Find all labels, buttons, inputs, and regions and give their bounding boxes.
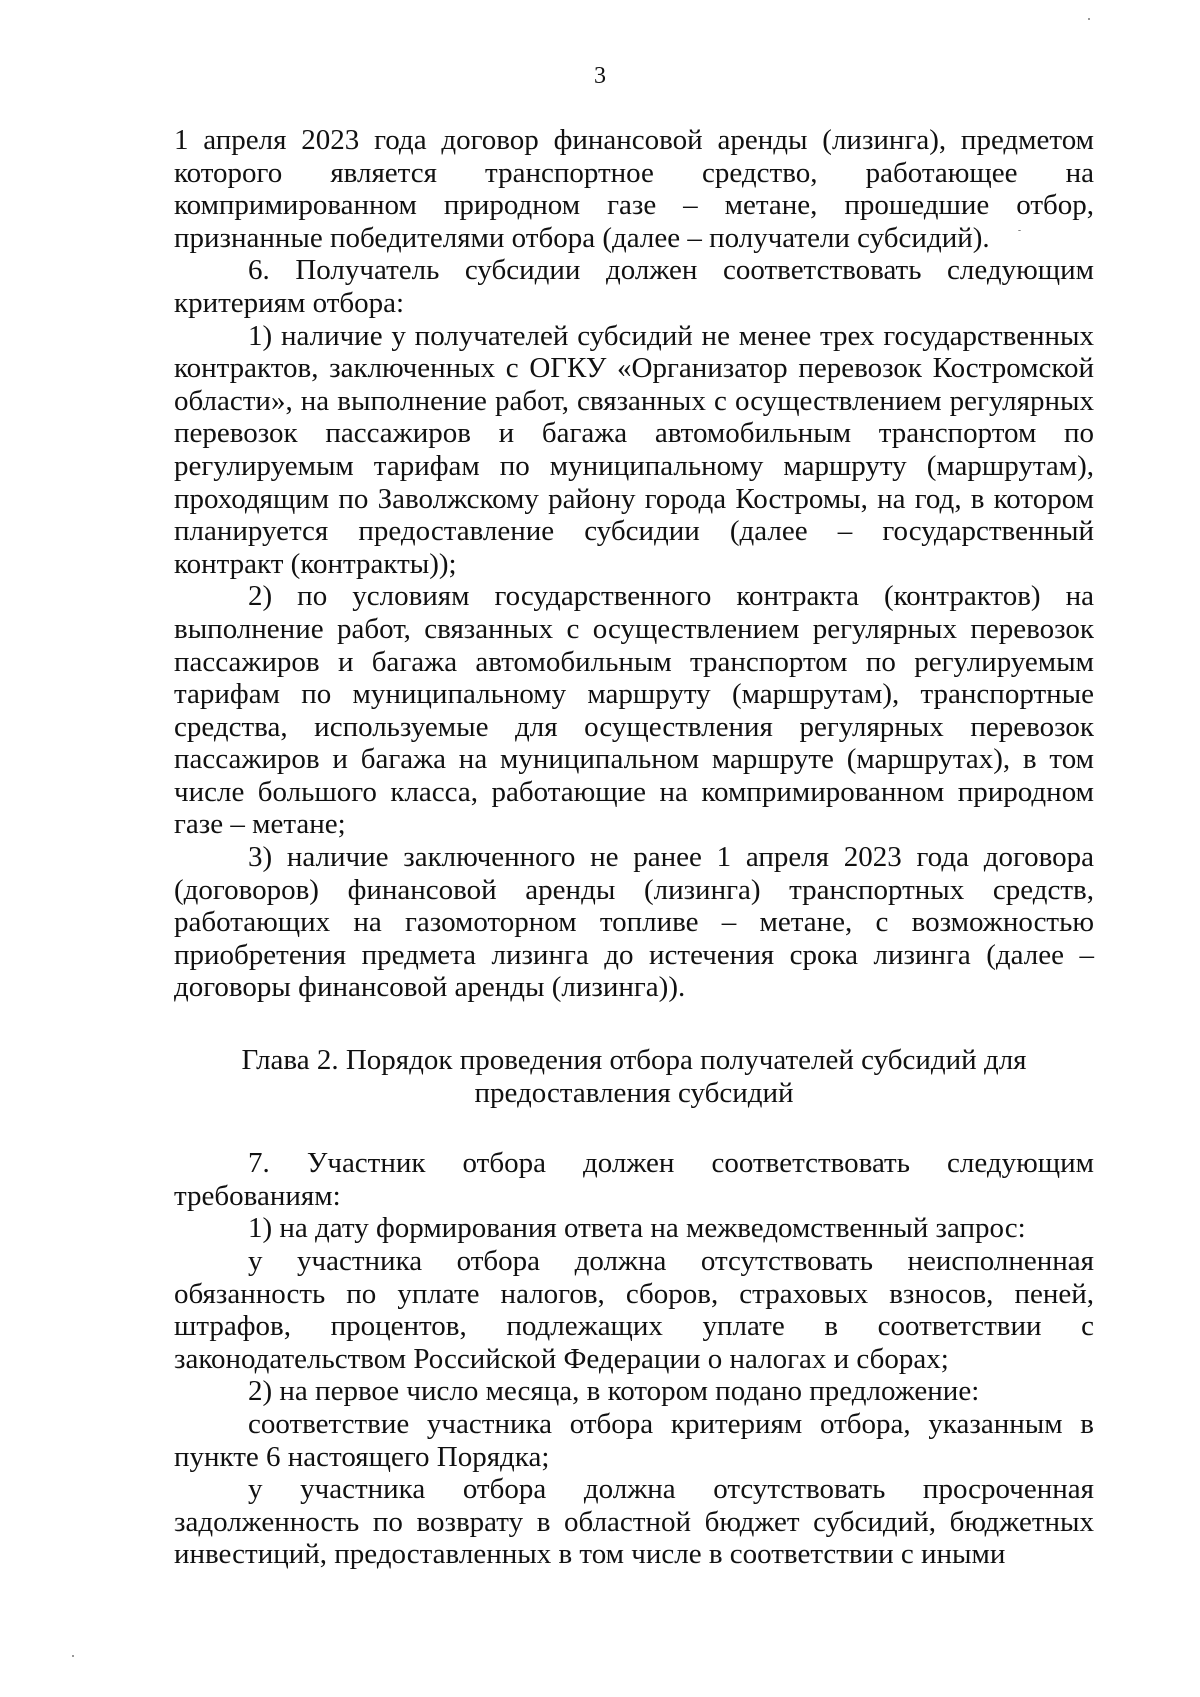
paragraph-requirement-2-criteria: соответствие участника отбора критериям отбора, указанным в пункте 6 настоящего Порядка; bbox=[174, 1407, 1094, 1473]
paragraph-criterion-2: 2) по условиям государственного контракта (контрактов) на выполнение работ, связанных с осуществлением регулярных перевозок пассажиров и багажа автомобильным транспортом по регулируемым тарифам по муниципальному маршруту (маршрутам), транспортные средства, используемые для осуществления регулярных перевозок пассажиров и багажа на муниципальном маршруте (маршрутах), в том числе большого класса, работающие на компримированном природном газе – метане; bbox=[174, 580, 1094, 841]
paragraph-requirement-1-text: у участника отбора должна отсутствовать неисполненная обязанность по уплате налогов, сборов, страховых взносов, пеней, штрафов, процентов, подлежащих уплате в соответствии с законодательством Российской Федерации о налогах и сборах; bbox=[174, 1245, 1094, 1375]
scan-speck bbox=[1018, 230, 1021, 231]
paragraph-item-7: 7. Участник отбора должен соответствовать следующим требованиям: bbox=[174, 1147, 1094, 1212]
paragraph-criterion-1: 1) наличие у получателей субсидий не менее трех государственных контрактов, заключенных с ОГКУ «Организатор перевозок Костромской области», на выполнение работ, связанных с осуществлением регулярных перевозок пассажиров и багажа автомобильным транспортом по регулируемым тарифам по муниципальному маршруту (маршрутам), проходящим по Заволжскому району города Костромы, на год, в котором планируется предоставление субсидии (далее – государственный контракт (контракты)); bbox=[174, 319, 1094, 580]
paragraph-requirement-1: 1) на дату формирования ответа на межведомственный запрос: bbox=[248, 1212, 1026, 1245]
paragraph-requirement-2: 2) на первое число месяца, в котором подано предложение: bbox=[248, 1375, 980, 1408]
document-body bbox=[174, 124, 1094, 1571]
paragraph-continuation: 1 апреля 2023 года договор финансовой аренды (лизинга), предметом которого является транспортное средство, работающее на компримированном природном газе – метане, прошедшие отбор, признанные победителями отбора (далее – получатели субсидий). bbox=[174, 124, 1094, 254]
paragraph-item-6: 6. Получатель субсидии должен соответствовать следующим критериям отбора: bbox=[174, 254, 1094, 319]
paragraph-requirement-2-debt: у участника отбора должна отсутствовать просроченная задолженность по возврату в областной бюджет субсидий, бюджетных инвестиций, предоставленных в том числе в соответствии с иными bbox=[174, 1473, 1094, 1571]
scan-speck bbox=[72, 1655, 74, 1657]
chapter-heading: Глава 2. Порядок проведения отбора получателей субсидий для предоставления субсидий bbox=[241, 1044, 1027, 1109]
page-number: 3 bbox=[594, 63, 606, 89]
paragraph-criterion-3: 3) наличие заключенного не ранее 1 апреля 2023 года договора (договоров) финансовой аренды (лизинга) транспортных средств, работающих на газомоторном топливе – метане, с возможностью приобретения предмета лизинга до истечения срока лизинга (далее – договоры финансовой аренды (лизинга)). bbox=[174, 841, 1094, 1004]
scan-speck bbox=[1088, 18, 1090, 20]
